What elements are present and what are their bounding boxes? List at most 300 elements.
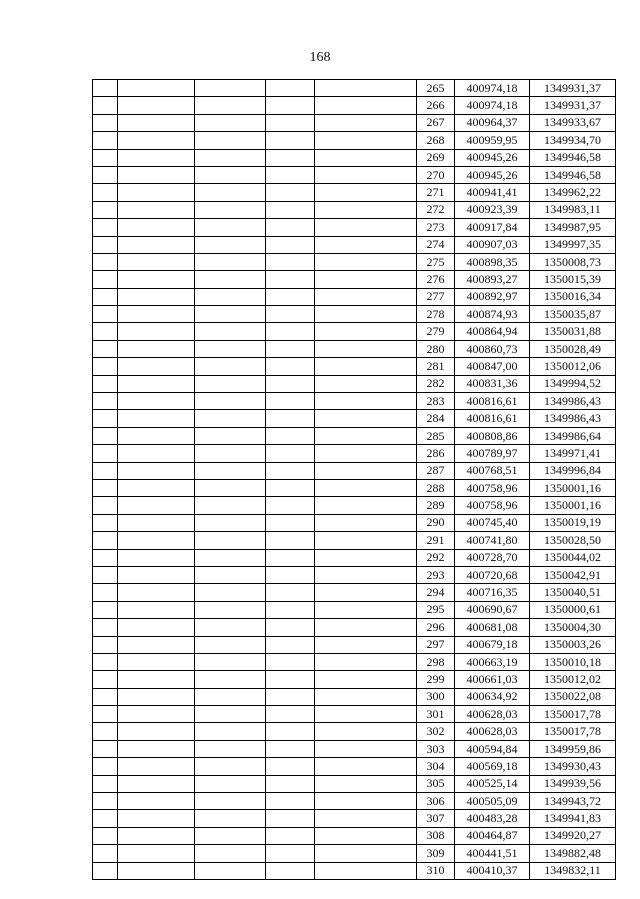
empty-cell-3 <box>195 375 266 392</box>
table-row <box>93 323 616 340</box>
empty-cell-2 <box>118 566 195 583</box>
empty-cell-5 <box>315 845 417 862</box>
point-number-cell: 271 <box>417 184 455 201</box>
empty-cell-5 <box>315 410 417 427</box>
point-number-cell: 269 <box>417 149 455 166</box>
empty-cell-1 <box>93 236 118 253</box>
empty-cell-4 <box>266 253 315 270</box>
empty-cell-2 <box>118 184 195 201</box>
table-row <box>93 862 616 879</box>
y-coordinate-cell: 1349986,43 <box>530 410 616 427</box>
x-coordinate-cell: 400634,92 <box>455 688 530 705</box>
empty-cell-4 <box>266 462 315 479</box>
empty-cell-5 <box>315 462 417 479</box>
empty-cell-4 <box>266 706 315 723</box>
table-row <box>93 827 616 844</box>
empty-cell-5 <box>315 566 417 583</box>
empty-cell-4 <box>266 288 315 305</box>
y-coordinate-cell: 1350017,78 <box>530 706 616 723</box>
empty-cell-1 <box>93 410 118 427</box>
table-row <box>93 810 616 827</box>
empty-cell-1 <box>93 619 118 636</box>
point-number-cell: 296 <box>417 619 455 636</box>
empty-cell-3 <box>195 288 266 305</box>
empty-cell-5 <box>315 427 417 444</box>
empty-cell-5 <box>315 479 417 496</box>
empty-cell-3 <box>195 132 266 149</box>
empty-cell-3 <box>195 601 266 618</box>
empty-cell-2 <box>118 166 195 183</box>
empty-cell-4 <box>266 80 315 97</box>
empty-cell-2 <box>118 532 195 549</box>
y-coordinate-cell: 1349930,43 <box>530 758 616 775</box>
point-number-cell: 275 <box>417 253 455 270</box>
y-coordinate-cell: 1350035,87 <box>530 306 616 323</box>
x-coordinate-cell: 400741,80 <box>455 532 530 549</box>
empty-cell-2 <box>118 253 195 270</box>
x-coordinate-cell: 400847,00 <box>455 358 530 375</box>
point-number-cell: 279 <box>417 323 455 340</box>
empty-cell-5 <box>315 514 417 531</box>
empty-cell-4 <box>266 306 315 323</box>
point-number-cell: 272 <box>417 201 455 218</box>
empty-cell-1 <box>93 462 118 479</box>
table-row <box>93 393 616 410</box>
empty-cell-2 <box>118 132 195 149</box>
empty-cell-2 <box>118 393 195 410</box>
empty-cell-4 <box>266 758 315 775</box>
point-number-cell: 292 <box>417 549 455 566</box>
table-row <box>93 549 616 566</box>
empty-cell-1 <box>93 549 118 566</box>
empty-cell-5 <box>315 532 417 549</box>
x-coordinate-cell: 400681,08 <box>455 619 530 636</box>
empty-cell-4 <box>266 793 315 810</box>
x-coordinate-cell: 400679,18 <box>455 636 530 653</box>
empty-cell-5 <box>315 97 417 114</box>
point-number-cell: 303 <box>417 740 455 757</box>
empty-cell-1 <box>93 306 118 323</box>
table-row <box>93 288 616 305</box>
y-coordinate-cell: 1349941,83 <box>530 810 616 827</box>
y-coordinate-cell: 1349994,52 <box>530 375 616 392</box>
y-coordinate-cell: 1349882,48 <box>530 845 616 862</box>
table-row <box>93 584 616 601</box>
table-row <box>93 671 616 688</box>
empty-cell-4 <box>266 584 315 601</box>
point-number-cell: 295 <box>417 601 455 618</box>
empty-cell-2 <box>118 584 195 601</box>
empty-cell-3 <box>195 740 266 757</box>
x-coordinate-cell: 400720,68 <box>455 566 530 583</box>
y-coordinate-cell: 1350040,51 <box>530 584 616 601</box>
y-coordinate-cell: 1350028,49 <box>530 340 616 357</box>
empty-cell-4 <box>266 827 315 844</box>
empty-cell-4 <box>266 184 315 201</box>
empty-cell-2 <box>118 323 195 340</box>
table-row <box>93 636 616 653</box>
empty-cell-3 <box>195 445 266 462</box>
table-row <box>93 149 616 166</box>
point-number-cell: 268 <box>417 132 455 149</box>
x-coordinate-cell: 400789,97 <box>455 445 530 462</box>
empty-cell-3 <box>195 862 266 879</box>
y-coordinate-cell: 1350003,26 <box>530 636 616 653</box>
empty-cell-5 <box>315 688 417 705</box>
y-coordinate-cell: 1350010,18 <box>530 653 616 670</box>
x-coordinate-cell: 400941,41 <box>455 184 530 201</box>
empty-cell-1 <box>93 80 118 97</box>
y-coordinate-cell: 1349996,84 <box>530 462 616 479</box>
empty-cell-3 <box>195 462 266 479</box>
empty-cell-1 <box>93 375 118 392</box>
point-number-cell: 291 <box>417 532 455 549</box>
empty-cell-3 <box>195 845 266 862</box>
empty-cell-2 <box>118 653 195 670</box>
x-coordinate-cell: 400860,73 <box>455 340 530 357</box>
empty-cell-2 <box>118 775 195 792</box>
y-coordinate-cell: 1349946,58 <box>530 149 616 166</box>
point-number-cell: 301 <box>417 706 455 723</box>
empty-cell-3 <box>195 514 266 531</box>
empty-cell-4 <box>266 323 315 340</box>
empty-cell-5 <box>315 862 417 879</box>
empty-cell-1 <box>93 775 118 792</box>
y-coordinate-cell: 1349943,72 <box>530 793 616 810</box>
empty-cell-4 <box>266 97 315 114</box>
table-row <box>93 114 616 131</box>
empty-cell-4 <box>266 636 315 653</box>
y-coordinate-cell: 1350001,16 <box>530 497 616 514</box>
empty-cell-4 <box>266 358 315 375</box>
empty-cell-4 <box>266 375 315 392</box>
table-row <box>93 723 616 740</box>
y-coordinate-cell: 1349986,64 <box>530 427 616 444</box>
empty-cell-4 <box>266 340 315 357</box>
empty-cell-2 <box>118 827 195 844</box>
x-coordinate-cell: 400758,96 <box>455 497 530 514</box>
empty-cell-1 <box>93 445 118 462</box>
y-coordinate-cell: 1349933,67 <box>530 114 616 131</box>
empty-cell-3 <box>195 166 266 183</box>
empty-cell-3 <box>195 566 266 583</box>
point-number-cell: 299 <box>417 671 455 688</box>
empty-cell-3 <box>195 80 266 97</box>
empty-cell-2 <box>118 479 195 496</box>
empty-cell-2 <box>118 201 195 218</box>
x-coordinate-cell: 400728,70 <box>455 549 530 566</box>
point-number-cell: 265 <box>417 80 455 97</box>
empty-cell-2 <box>118 306 195 323</box>
empty-cell-3 <box>195 358 266 375</box>
table-row <box>93 306 616 323</box>
empty-cell-3 <box>195 201 266 218</box>
y-coordinate-cell: 1350016,34 <box>530 288 616 305</box>
empty-cell-5 <box>315 306 417 323</box>
empty-cell-1 <box>93 340 118 357</box>
empty-cell-2 <box>118 706 195 723</box>
table-row <box>93 427 616 444</box>
empty-cell-4 <box>266 479 315 496</box>
x-coordinate-cell: 400745,40 <box>455 514 530 531</box>
empty-cell-5 <box>315 132 417 149</box>
empty-cell-4 <box>266 427 315 444</box>
empty-cell-1 <box>93 184 118 201</box>
y-coordinate-cell: 1349997,35 <box>530 236 616 253</box>
x-coordinate-cell: 400907,03 <box>455 236 530 253</box>
empty-cell-3 <box>195 149 266 166</box>
x-coordinate-cell: 400864,94 <box>455 323 530 340</box>
empty-cell-1 <box>93 827 118 844</box>
table-row <box>93 532 616 549</box>
empty-cell-2 <box>118 671 195 688</box>
y-coordinate-cell: 1350015,39 <box>530 271 616 288</box>
empty-cell-3 <box>195 306 266 323</box>
empty-cell-2 <box>118 862 195 879</box>
empty-cell-2 <box>118 601 195 618</box>
empty-cell-5 <box>315 810 417 827</box>
empty-cell-3 <box>195 723 266 740</box>
empty-cell-5 <box>315 636 417 653</box>
point-number-cell: 273 <box>417 219 455 236</box>
empty-cell-5 <box>315 236 417 253</box>
y-coordinate-cell: 1349931,37 <box>530 97 616 114</box>
point-number-cell: 287 <box>417 462 455 479</box>
empty-cell-2 <box>118 758 195 775</box>
empty-cell-4 <box>266 514 315 531</box>
empty-cell-2 <box>118 845 195 862</box>
point-number-cell: 286 <box>417 445 455 462</box>
empty-cell-5 <box>315 706 417 723</box>
empty-cell-3 <box>195 636 266 653</box>
empty-cell-5 <box>315 584 417 601</box>
empty-cell-5 <box>315 775 417 792</box>
x-coordinate-cell: 400964,37 <box>455 114 530 131</box>
table-row <box>93 97 616 114</box>
empty-cell-1 <box>93 653 118 670</box>
empty-cell-3 <box>195 671 266 688</box>
empty-cell-3 <box>195 427 266 444</box>
empty-cell-2 <box>118 375 195 392</box>
empty-cell-2 <box>118 80 195 97</box>
table-row <box>93 253 616 270</box>
point-number-cell: 288 <box>417 479 455 496</box>
table-row <box>93 775 616 792</box>
empty-cell-4 <box>266 149 315 166</box>
empty-cell-4 <box>266 601 315 618</box>
empty-cell-2 <box>118 810 195 827</box>
empty-cell-5 <box>315 358 417 375</box>
empty-cell-5 <box>315 219 417 236</box>
y-coordinate-cell: 1350012,02 <box>530 671 616 688</box>
empty-cell-2 <box>118 549 195 566</box>
point-number-cell: 306 <box>417 793 455 810</box>
y-coordinate-cell: 1350019,19 <box>530 514 616 531</box>
empty-cell-1 <box>93 166 118 183</box>
empty-cell-4 <box>266 532 315 549</box>
empty-cell-2 <box>118 445 195 462</box>
point-number-cell: 277 <box>417 288 455 305</box>
table-row <box>93 758 616 775</box>
y-coordinate-cell: 1349983,11 <box>530 201 616 218</box>
table-row <box>93 462 616 479</box>
x-coordinate-cell: 400628,03 <box>455 706 530 723</box>
empty-cell-1 <box>93 497 118 514</box>
empty-cell-2 <box>118 723 195 740</box>
point-number-cell: 282 <box>417 375 455 392</box>
x-coordinate-cell: 400874,93 <box>455 306 530 323</box>
x-coordinate-cell: 400831,36 <box>455 375 530 392</box>
empty-cell-1 <box>93 845 118 862</box>
point-number-cell: 300 <box>417 688 455 705</box>
empty-cell-4 <box>266 166 315 183</box>
empty-cell-4 <box>266 688 315 705</box>
empty-cell-3 <box>195 810 266 827</box>
x-coordinate-cell: 400898,35 <box>455 253 530 270</box>
y-coordinate-cell: 1350000,61 <box>530 601 616 618</box>
table-row <box>93 601 616 618</box>
table-row <box>93 132 616 149</box>
point-number-cell: 294 <box>417 584 455 601</box>
empty-cell-3 <box>195 271 266 288</box>
empty-cell-2 <box>118 236 195 253</box>
empty-cell-5 <box>315 393 417 410</box>
y-coordinate-cell: 1349971,41 <box>530 445 616 462</box>
empty-cell-1 <box>93 862 118 879</box>
empty-cell-1 <box>93 149 118 166</box>
table-row <box>93 740 616 757</box>
empty-cell-2 <box>118 410 195 427</box>
y-coordinate-cell: 1350031,88 <box>530 323 616 340</box>
empty-cell-5 <box>315 340 417 357</box>
empty-cell-2 <box>118 358 195 375</box>
y-coordinate-cell: 1349987,95 <box>530 219 616 236</box>
x-coordinate-cell: 400594,84 <box>455 740 530 757</box>
empty-cell-1 <box>93 201 118 218</box>
point-number-cell: 266 <box>417 97 455 114</box>
empty-cell-3 <box>195 758 266 775</box>
empty-cell-4 <box>266 810 315 827</box>
point-number-cell: 290 <box>417 514 455 531</box>
empty-cell-3 <box>195 688 266 705</box>
table-row <box>93 375 616 392</box>
empty-cell-2 <box>118 462 195 479</box>
empty-cell-1 <box>93 671 118 688</box>
empty-cell-2 <box>118 288 195 305</box>
empty-cell-5 <box>315 253 417 270</box>
x-coordinate-cell: 400661,03 <box>455 671 530 688</box>
empty-cell-3 <box>195 497 266 514</box>
empty-cell-3 <box>195 410 266 427</box>
empty-cell-3 <box>195 236 266 253</box>
table-row <box>93 184 616 201</box>
empty-cell-2 <box>118 149 195 166</box>
empty-cell-3 <box>195 219 266 236</box>
empty-cell-4 <box>266 671 315 688</box>
table-row <box>93 236 616 253</box>
empty-cell-2 <box>118 688 195 705</box>
y-coordinate-cell: 1349920,27 <box>530 827 616 844</box>
empty-cell-2 <box>118 114 195 131</box>
empty-cell-3 <box>195 584 266 601</box>
empty-cell-4 <box>266 236 315 253</box>
empty-cell-2 <box>118 619 195 636</box>
empty-cell-4 <box>266 653 315 670</box>
y-coordinate-cell: 1349962,22 <box>530 184 616 201</box>
point-number-cell: 276 <box>417 271 455 288</box>
empty-cell-5 <box>315 149 417 166</box>
empty-cell-5 <box>315 166 417 183</box>
point-number-cell: 267 <box>417 114 455 131</box>
empty-cell-3 <box>195 253 266 270</box>
point-number-cell: 305 <box>417 775 455 792</box>
y-coordinate-cell: 1349959,86 <box>530 740 616 757</box>
empty-cell-2 <box>118 497 195 514</box>
empty-cell-5 <box>315 758 417 775</box>
empty-cell-2 <box>118 271 195 288</box>
empty-cell-4 <box>266 619 315 636</box>
empty-cell-3 <box>195 706 266 723</box>
empty-cell-4 <box>266 862 315 879</box>
y-coordinate-cell: 1350028,50 <box>530 532 616 549</box>
empty-cell-1 <box>93 566 118 583</box>
empty-cell-2 <box>118 97 195 114</box>
y-coordinate-cell: 1349832,11 <box>530 862 616 879</box>
empty-cell-4 <box>266 740 315 757</box>
y-coordinate-cell: 1349946,58 <box>530 166 616 183</box>
empty-cell-1 <box>93 393 118 410</box>
table-row <box>93 410 616 427</box>
empty-cell-1 <box>93 740 118 757</box>
empty-cell-1 <box>93 514 118 531</box>
empty-cell-1 <box>93 323 118 340</box>
empty-cell-5 <box>315 271 417 288</box>
empty-cell-1 <box>93 479 118 496</box>
table-row <box>93 340 616 357</box>
empty-cell-4 <box>266 271 315 288</box>
empty-cell-1 <box>93 219 118 236</box>
empty-cell-4 <box>266 566 315 583</box>
empty-cell-1 <box>93 132 118 149</box>
empty-cell-1 <box>93 114 118 131</box>
empty-cell-5 <box>315 793 417 810</box>
y-coordinate-cell: 1350012,06 <box>530 358 616 375</box>
table-row <box>93 619 616 636</box>
empty-cell-5 <box>315 653 417 670</box>
empty-cell-1 <box>93 723 118 740</box>
empty-cell-3 <box>195 619 266 636</box>
empty-cell-5 <box>315 740 417 757</box>
x-coordinate-cell: 400663,19 <box>455 653 530 670</box>
x-coordinate-cell: 400483,28 <box>455 810 530 827</box>
empty-cell-3 <box>195 775 266 792</box>
empty-cell-4 <box>266 132 315 149</box>
empty-cell-3 <box>195 827 266 844</box>
point-number-cell: 293 <box>417 566 455 583</box>
empty-cell-3 <box>195 340 266 357</box>
empty-cell-1 <box>93 271 118 288</box>
y-coordinate-cell: 1350004,30 <box>530 619 616 636</box>
page-number: 168 <box>309 50 331 65</box>
point-number-cell: 297 <box>417 636 455 653</box>
table-row <box>93 80 616 97</box>
y-coordinate-cell: 1349934,70 <box>530 132 616 149</box>
table-row <box>93 358 616 375</box>
empty-cell-5 <box>315 323 417 340</box>
x-coordinate-cell: 400690,67 <box>455 601 530 618</box>
y-coordinate-cell: 1350017,78 <box>530 723 616 740</box>
x-coordinate-cell: 400893,27 <box>455 271 530 288</box>
